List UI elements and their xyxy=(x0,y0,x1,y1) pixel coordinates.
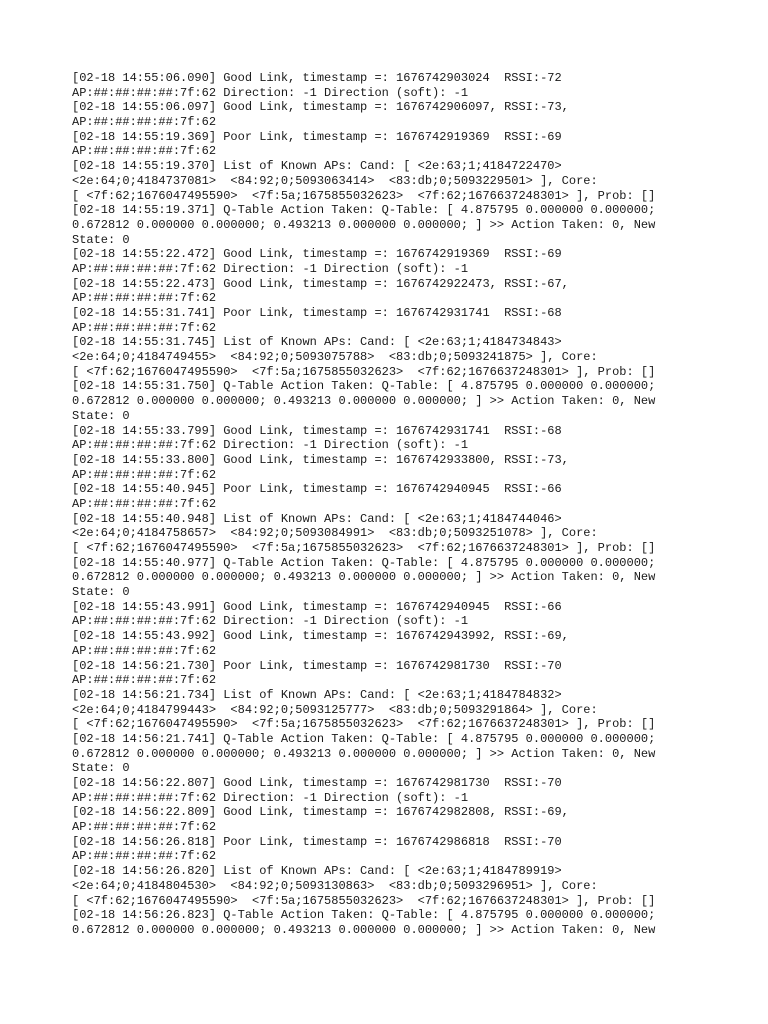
log-line: [02-18 14:55:40.977] Q-Table Action Taken: Q-Table: [ 4.875795 0.000000 0.000000; xyxy=(72,555,656,570)
log-line: [02-18 14:56:26.818] Poor Link, timestamp =: 1676742986818 RSSI:-70 xyxy=(72,834,562,849)
log-line: <2e:64;0;4184737081> <84:92;0;5093063414> <83:db;0;5093229501> ], Core: xyxy=(72,173,598,188)
log-line: [02-18 14:55:19.371] Q-Table Action Taken: Q-Table: [ 4.875795 0.000000 0.000000; xyxy=(72,203,656,218)
log-line: State: 0 xyxy=(72,408,130,423)
log-line: [ <7f:62;1676047495590> <7f:5a;1675855032623> <7f:62;1676637248301> ], Prob: [] xyxy=(72,893,656,908)
log-line: AP:##:##:##:##:7f:62 Direction: -1 Direction (soft): -1 xyxy=(72,85,469,100)
log-line: [02-18 14:55:40.948] List of Known APs: Cand: [ <2e:63;1;4184744046> xyxy=(72,511,562,526)
log-line: [02-18 14:55:31.750] Q-Table Action Taken: Q-Table: [ 4.875795 0.000000 0.000000; xyxy=(72,379,656,394)
log-line: 0.672812 0.000000 0.000000; 0.493213 0.000000 0.000000; ] >> Action Taken: 0, New xyxy=(72,570,656,585)
log-line: <2e:64;0;4184799443> <84:92;0;5093125777> <83:db;0;5093291864> ], Core: xyxy=(72,702,598,717)
log-line: [02-18 14:56:26.823] Q-Table Action Taken: Q-Table: [ 4.875795 0.000000 0.000000; xyxy=(72,908,656,923)
log-line: AP:##:##:##:##:7f:62 xyxy=(72,849,217,864)
log-line: 0.672812 0.000000 0.000000; 0.493213 0.000000 0.000000; ] >> Action Taken: 0, New xyxy=(72,217,656,232)
log-line: [ <7f:62;1676047495590> <7f:5a;1675855032623> <7f:62;1676637248301> ], Prob: [] xyxy=(72,188,656,203)
log-line: AP:##:##:##:##:7f:62 xyxy=(72,673,217,688)
log-line: AP:##:##:##:##:7f:62 xyxy=(72,115,217,130)
log-line: [02-18 14:55:31.741] Poor Link, timestamp =: 1676742931741 RSSI:-68 xyxy=(72,306,562,320)
log-line: [02-18 14:55:22.472] Good Link, timestamp =: 1676742919369 RSSI:-69 xyxy=(72,247,562,262)
log-line: [02-18 14:56:21.730] Poor Link, timestamp =: 1676742981730 RSSI:-70 xyxy=(72,658,562,673)
log-line: AP:##:##:##:##:7f:62 xyxy=(72,820,217,835)
log-line: [02-18 14:55:06.090] Good Link, timestamp =: 1676742903024 RSSI:-72 xyxy=(72,71,562,85)
log-line: [02-18 14:55:43.991] Good Link, timestamp =: 1676742940945 RSSI:-66 xyxy=(72,599,562,614)
log-line: [02-18 14:56:22.809] Good Link, timestamp =: 1676742982808, RSSI:-69, xyxy=(72,805,569,820)
log-line: [02-18 14:55:40.945] Poor Link, timestamp =: 1676742940945 RSSI:-66 xyxy=(72,482,562,497)
log-line: [ <7f:62;1676047495590> <7f:5a;1675855032623> <7f:62;1676637248301> ], Prob: [] xyxy=(72,541,656,555)
log-line: [02-18 14:55:33.799] Good Link, timestamp =: 1676742931741 RSSI:-68 xyxy=(72,423,562,438)
log-line: AP:##:##:##:##:7f:62 xyxy=(72,144,217,159)
log-line: 0.672812 0.000000 0.000000; 0.493213 0.000000 0.000000; ] >> Action Taken: 0, New xyxy=(72,922,656,937)
log-line: [02-18 14:56:21.734] List of Known APs: Cand: [ <2e:63;1;4184784832> xyxy=(72,687,562,702)
log-text-block xyxy=(72,71,712,938)
log-line: [ <7f:62;1676047495590> <7f:5a;1675855032623> <7f:62;1676637248301> ], Prob: [] xyxy=(72,717,656,732)
log-line: [02-18 14:55:43.992] Good Link, timestamp =: 1676742943992, RSSI:-69, xyxy=(72,629,569,644)
log-line: AP:##:##:##:##:7f:62 xyxy=(72,467,217,482)
log-line: [02-18 14:55:33.800] Good Link, timestamp =: 1676742933800, RSSI:-73, xyxy=(72,452,569,467)
log-line: [02-18 14:55:22.473] Good Link, timestamp =: 1676742922473, RSSI:-67, xyxy=(72,276,569,291)
log-line: State: 0 xyxy=(72,585,130,600)
log-line: AP:##:##:##:##:7f:62 Direction: -1 Direction (soft): -1 xyxy=(72,790,469,805)
log-line: [02-18 14:56:21.741] Q-Table Action Taken: Q-Table: [ 4.875795 0.000000 0.000000; xyxy=(72,731,656,746)
log-line: AP:##:##:##:##:7f:62 xyxy=(72,496,217,511)
log-line: [02-18 14:55:06.097] Good Link, timestamp =: 1676742906097, RSSI:-73, xyxy=(72,100,569,115)
log-line: AP:##:##:##:##:7f:62 xyxy=(72,643,217,658)
log-line: AP:##:##:##:##:7f:62 Direction: -1 Direction (soft): -1 xyxy=(72,614,469,629)
log-line: 0.672812 0.000000 0.000000; 0.493213 0.000000 0.000000; ] >> Action Taken: 0, New xyxy=(72,746,656,761)
log-line: [02-18 14:55:31.745] List of Known APs: Cand: [ <2e:63;1;4184734843> xyxy=(72,335,562,350)
log-line: [02-18 14:55:19.370] List of Known APs: Cand: [ <2e:63;1;4184722470> xyxy=(72,159,562,174)
log-line: AP:##:##:##:##:7f:62 Direction: -1 Direction (soft): -1 xyxy=(72,261,469,276)
log-line: <2e:64;0;4184749455> <84:92;0;5093075788> <83:db;0;5093241875> ], Core: xyxy=(72,350,598,365)
log-line: AP:##:##:##:##:7f:62 xyxy=(72,291,217,306)
log-line: [ <7f:62;1676047495590> <7f:5a;1675855032623> <7f:62;1676637248301> ], Prob: [] xyxy=(72,364,656,379)
log-line: AP:##:##:##:##:7f:62 xyxy=(72,320,217,335)
log-line: AP:##:##:##:##:7f:62 Direction: -1 Direction (soft): -1 xyxy=(72,438,469,453)
log-line: [02-18 14:55:19.369] Poor Link, timestamp =: 1676742919369 RSSI:-69 xyxy=(72,129,562,144)
log-line: 0.672812 0.000000 0.000000; 0.493213 0.000000 0.000000; ] >> Action Taken: 0, New xyxy=(72,394,656,409)
log-line: [02-18 14:56:26.820] List of Known APs: Cand: [ <2e:63;1;4184789919> xyxy=(72,864,562,879)
log-line: State: 0 xyxy=(72,232,130,247)
log-line: <2e:64;0;4184758657> <84:92;0;5093084991> <83:db;0;5093251078> ], Core: xyxy=(72,526,598,541)
log-line: [02-18 14:56:22.807] Good Link, timestamp =: 1676742981730 RSSI:-70 xyxy=(72,776,562,790)
log-line: <2e:64;0;4184804530> <84:92;0;5093130863> <83:db;0;5093296951> ], Core: xyxy=(72,878,598,893)
log-line: State: 0 xyxy=(72,761,130,776)
